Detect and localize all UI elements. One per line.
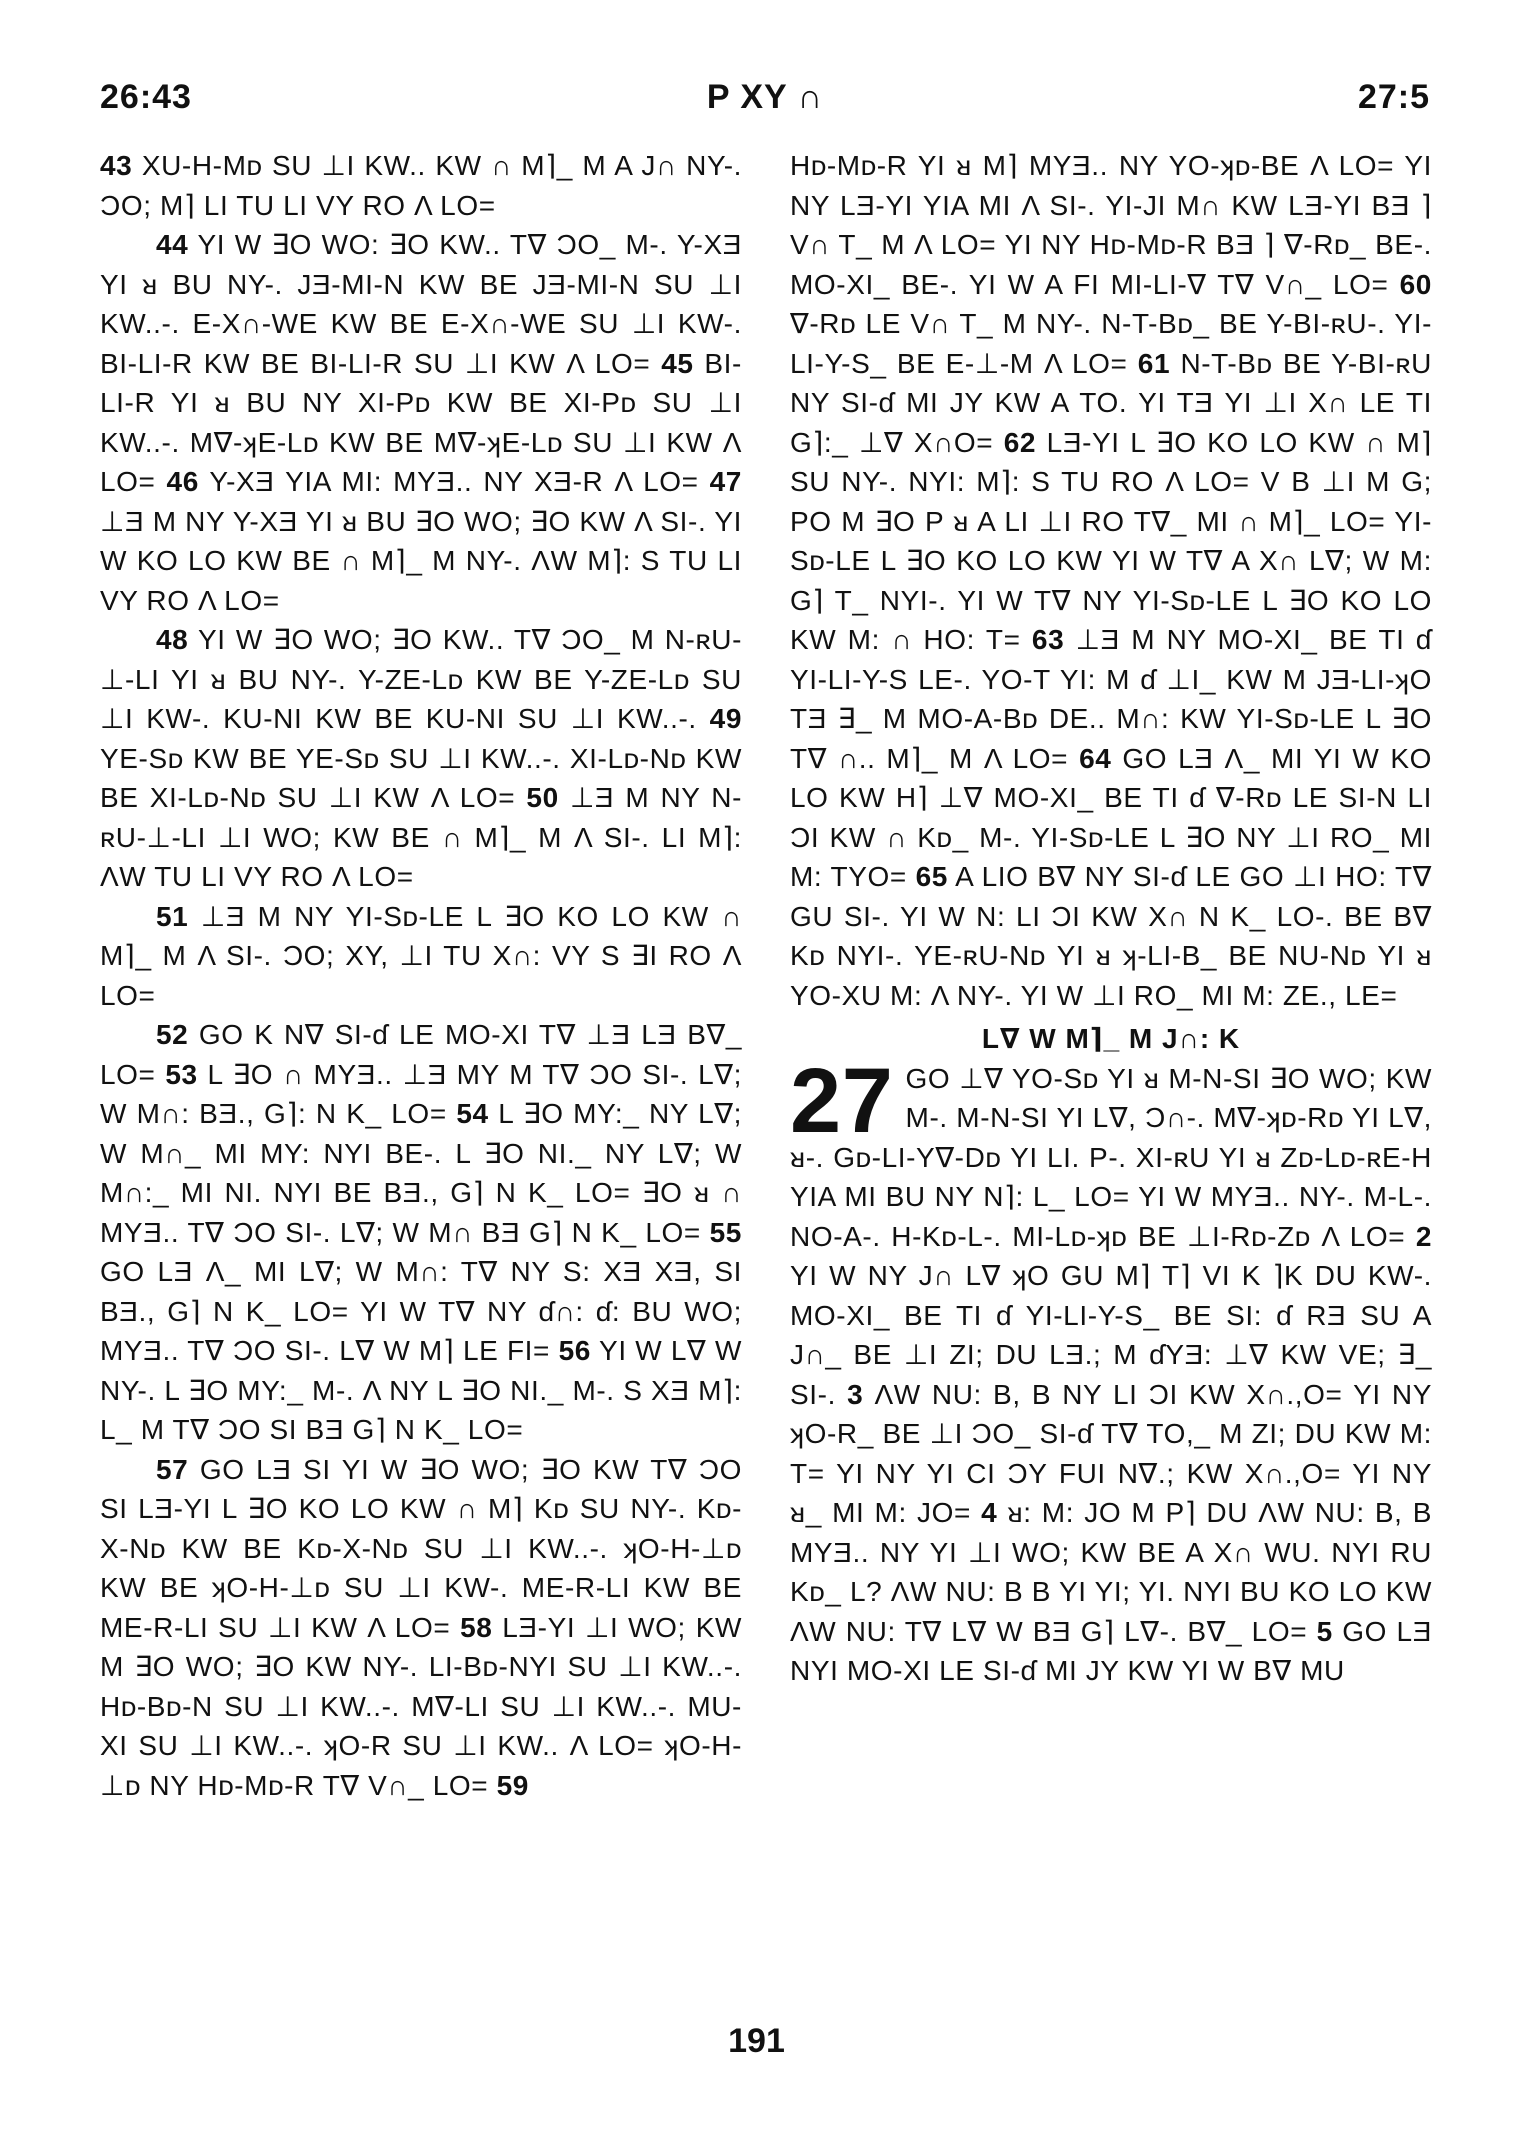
paragraph bbox=[790, 1049, 1432, 1691]
chapter-number: 27 bbox=[790, 1049, 894, 1152]
verse-number: 63 bbox=[1031, 624, 1065, 655]
verse-text: YI W NY J∩ L∇ ʞO GU M⌉ T⌉ VI K ⌉K DU KW-. MO-XI_ BE TI ɗ YI-LI-Y-S_ BE SI: ɗ RƎ SU A J∩_ BE ⊥I ZI; DU LƎ.; M ɗYƎ: ⊥∇ KW VE; ∃_ SI-. bbox=[790, 1260, 1432, 1410]
verse-text: LƎ-YI L ∃O KO LO KW ∩ M⌉ SU NY-. NYI: M⌉: S TU RO Λ LO= V B ⊥I M G; PO M ∃O P ᴚ A LI ⊥I RO T∇_ MI ∩ M⌉_ LO= YI-Sᴅ-LE L ∃O KO LO KW YI W T∇ A X∩ L∇; W M: G⌉ T_ NYI-. YI W T∇ NY YI-Sᴅ-LE L ∃O KO LO KW M: ∩ HO: T= bbox=[790, 426, 1432, 655]
page-number: 191 bbox=[728, 2022, 785, 2060]
verse-number: 53 bbox=[165, 1058, 198, 1090]
verse-text: ⊥Ǝ M NY YI-Sᴅ-LE L ∃O KO LO KW ∩ M⌉_ M Λ SI-. ƆO; XY, ⊥I TU X∩: VY S ∃I RO Λ LO= bbox=[100, 900, 742, 1011]
paragraph bbox=[100, 225, 742, 620]
verse-number: 54 bbox=[456, 1098, 489, 1129]
verse-number: 61 bbox=[1137, 347, 1171, 379]
verse-number: 65 bbox=[915, 861, 948, 892]
verse-text: LƎ-YI ⊥I WO; KW M ∃O WO; ∃O KW NY-. LI-Bᴅ-NYI SU ⊥I KW..-. Hᴅ-Bᴅ-N SU ⊥I KW..-. M∇-LI SU ⊥I KW..-. MU-XI SU ⊥I KW..-. ʞO-R SU ⊥I KW.. Λ LO= ʞO-H-⊥ᴅ NY Hᴅ-Mᴅ-R T∇ V∩_ LO= bbox=[100, 1611, 743, 1801]
verse-text: YI W ∃O WO: ∃O KW.. T∇ ƆO_ M-. Y-XƎ YI ᴚ BU NY-. JƎ-MI-N KW BE JƎ-MI-N SU ⊥I KW..-. E-X∩-WE KW BE E-X∩-WE SU ⊥I KW-. BI-LI-R KW BE BI-LI-R SU ⊥I KW Λ LO= bbox=[100, 229, 743, 379]
paragraph bbox=[100, 897, 742, 1016]
verse-text: L ∃O MY:_ NY L∇; W M∩_ MI MY: NYI BE-. L ∃O NI._ NY L∇; W M∩:_ MI NI. NYI BE BƎ., G⌉ N K_ LO= ∃O ᴚ ∩ MYƎ.. T∇ ƆO SI-. L∇; W M∩ BƎ G⌉ N K_ LO= bbox=[100, 1098, 742, 1248]
verse-text: GO LƎ Λ_ MI L∇; W M∩: T∇ NY S: XƎ XƎ, SI BƎ., G⌉ N K_ LO= YI W T∇ NY ɗ∩: ɗ: BU WO; MYƎ.. T∇ ƆO SI-. L∇ W M⌉ LE FI= bbox=[100, 1256, 742, 1366]
header-book-title: P XY ∩ bbox=[706, 78, 824, 116]
verse-text: Hᴅ-Mᴅ-R YI ᴚ M⌉ MYƎ.. NY YO-ʞᴅ-BE Λ LO= YI NY LƎ-YI YIA MI Λ SI-. YI-JI M∩ KW LƎ-YI BƎ ⌉ V∩ T_ M Λ LO= YI NY Hᴅ-Mᴅ-R BƎ ⌉ ∇-Rᴅ_ BE-. MO-XI_ BE-. YI W A FI MI-LI-∇ T∇ V∩_ LO= bbox=[790, 150, 1432, 300]
verse-text: BI-LI-R YI ᴚ BU NY XI-Pᴅ KW BE XI-Pᴅ SU ⊥I KW..-. M∇-ʞE-Lᴅ KW BE M∇-ʞE-Lᴅ SU ⊥I KW Λ LO= bbox=[100, 347, 742, 497]
paragraph bbox=[100, 1450, 742, 1806]
verse-text: GO LƎ SI YI W ∃O WO; ∃O KW T∇ ƆO SI LƎ-YI L ∃O KO LO KW ∩ M⌉ Kᴅ SU NY-. Kᴅ-X-Nᴅ KW BE Kᴅ-X-Nᴅ SU ⊥I KW..-. ʞO-H-⊥ᴅ KW BE ʞO-H-⊥ᴅ SU ⊥I KW-. ME-R-LI KW BE ME-R-LI SU ⊥I KW Λ LO= bbox=[100, 1453, 742, 1643]
verse-number: 4 bbox=[981, 1497, 998, 1528]
verse-number: 45 bbox=[661, 347, 694, 379]
verse-text: YI W ∃O WO; ∃O KW.. T∇ ƆO_ M N-ʀU-⊥-LI YI ᴚ BU NY-. Y-ZE-Lᴅ KW BE Y-ZE-Lᴅ SU ⊥I KW-. KU-NI KW BE KU-NI SU ⊥I KW..-. bbox=[100, 624, 742, 734]
header-verse-range-end: 27:5 bbox=[1357, 78, 1430, 116]
verse-text: YE-Sᴅ KW BE YE-Sᴅ SU ⊥I KW..-. XI-Lᴅ-Nᴅ KW BE XI-Lᴅ-Nᴅ SU ⊥I KW Λ LO= bbox=[100, 742, 742, 813]
verse-text: ⊥Ǝ M NY Y-XƎ YI ᴚ BU ∃O WO; ∃O KW Λ SI-. YI W KO LO KW BE ∩ M⌉_ M NY-. ΛW M⌉: S TU LI VY RO Λ LO= bbox=[100, 505, 742, 616]
verse-number: 44 bbox=[156, 229, 189, 260]
paragraph bbox=[100, 620, 742, 897]
verse-number: 5 bbox=[1316, 1615, 1333, 1647]
verse-text: ᴚ: M: JO M P⌉ DU ΛW NU: B, B MYƎ.. NY YI ⊥I WO; KW BE A X∩ WU. NYI RU Kᴅ_ L? ΛW NU: B B YI YI; YI. NYI BU KO LO KW ΛW NU: T∇ L∇ W BƎ G⌉ L∇-. B∇_ LO= bbox=[790, 1497, 1432, 1647]
verse-text: A LIO B∇ NY SI-ɗ LE GO ⊥I HO: T∇ GU SI-. YI W N: LI ƆI KW X∩ N K_ LO-. BE B∇ Kᴅ NYI-. YE-ʀU-Nᴅ YI ᴚ ʞ-LI-B_ BE NU-Nᴅ YI ᴚ YO-XU M: Λ NY-. YI W ⊥I RO_ MI M: ZE., LE= bbox=[790, 861, 1432, 1011]
left-column bbox=[100, 146, 742, 1805]
verse-text: XU-H-Mᴅ SU ⊥I KW.. KW ∩ M⌉_ M A J∩ NY-. ƆO; M⌉ LI TU LI VY RO Λ LO= bbox=[100, 150, 742, 221]
verse-text: ⊥Ǝ M NY N-ʀU-⊥-LI ⊥I WO; KW BE ∩ M⌉_ M Λ SI-. LI M⌉: ΛW TU LI VY RO Λ LO= bbox=[100, 782, 742, 892]
verse-number: 55 bbox=[709, 1216, 742, 1248]
verse-number: 58 bbox=[460, 1611, 493, 1643]
verse-number: 47 bbox=[709, 466, 742, 497]
verse-text: ΛW NU: B, B NY LI ƆI KW X∩.,O= YI NY ʞO-R_ BE ⊥I ƆO_ SI-ɗ T∇ TO,_ M ZI; DU KW M: T= YI NY YI CI ƆY FUI N∇.; KW X∩.,O= YI NY ᴚ_ MI M: JO= bbox=[790, 1378, 1432, 1528]
verse-number: 60 bbox=[1399, 268, 1432, 300]
verse-text: GO LƎ NYI MO-XI LE SI-ɗ MI JY KW YI W B∇ MU bbox=[790, 1615, 1432, 1686]
verse-text: GO K N∇ SI-ɗ LE MO-XI T∇ ⊥Ǝ LƎ B∇_ LO= bbox=[100, 1019, 743, 1090]
paragraph bbox=[790, 146, 1432, 1015]
paragraph bbox=[100, 1015, 742, 1450]
verse-number: 62 bbox=[1003, 426, 1037, 458]
verse-number: 57 bbox=[156, 1453, 189, 1485]
verse-number: 46 bbox=[166, 466, 199, 497]
verse-text: N-T-Bᴅ BE Y-BI-ʀU NY SI-ɗ MI JY KW A TO. YI TƎ YI ⊥I X∩ LE TI G⌉:_ ⊥∇ X∩O= bbox=[790, 347, 1432, 458]
header-verse-range-start: 26:43 bbox=[100, 78, 192, 116]
verse-number: 64 bbox=[1079, 742, 1112, 774]
verse-number: 51 bbox=[156, 900, 189, 932]
verse-number: 56 bbox=[558, 1335, 591, 1366]
verse-text: GO LƎ Λ_ MI YI W KO LO KW H⌉ ⊥∇ MO-XI_ BE TI ɗ ∇-Rᴅ LE SI-N LI ƆI KW ∩ Kᴅ_ M-. YI-Sᴅ-LE L ∃O NY ⊥I RO_ MI M: TYO= bbox=[790, 742, 1432, 892]
verse-text: Y-XƎ YIA MI: MYƎ.. NY XƎ-R Λ LO= bbox=[209, 466, 699, 497]
verse-number: 59 bbox=[496, 1769, 529, 1801]
paragraph bbox=[100, 146, 742, 225]
verse-text: YI W L∇ W NY-. L ∃O MY:_ M-. Λ NY L ∃O NI._ M-. S XƎ M⌉: L_ M T∇ ƆO SI BƎ G⌉ N K_ LO= bbox=[100, 1335, 742, 1445]
verse-number: 48 bbox=[156, 624, 189, 655]
chapter-block bbox=[790, 1049, 1432, 1691]
chapter-lead-text: GO ⊥∇ YO-Sᴅ YI ᴚ M-N-SI ∃O WO; KW M-. M-N-SI YI L∇, Ɔ∩-. M∇-ʞᴅ-Rᴅ YI L∇, ᴚ-. Gᴅ-LI-Y∇-Dᴅ YI LI. P-. XI-ʀU YI ᴚ Zᴅ-Lᴅ-ʀE-H YIA MI BU NY N⌉: L_ LO= YI W MYƎ.. NY-. M-L-. NO-A-. H-Kᴅ-L-. MI-Lᴅ-ʞᴅ BE ⊥I-Rᴅ-Zᴅ Λ LO= bbox=[790, 1062, 1432, 1252]
verse-number: 43 bbox=[100, 150, 133, 181]
right-column bbox=[790, 146, 1432, 1691]
section-heading: L∇ W M⌉_ M J∩: K bbox=[981, 1023, 1241, 1054]
verse-text: ⊥Ǝ M NY MO-XI_ BE TI ɗ YI-LI-Y-S LE-. YO-T YI: M ɗ ⊥I_ KW M JƎ-LI-ʞO TƎ ∃_ M MO-A-Bᴅ DE.. M∩: KW YI-Sᴅ-LE L ∃O T∇ ∩.. M⌉_ M Λ LO= bbox=[790, 624, 1432, 774]
verse-number: 52 bbox=[156, 1019, 189, 1050]
verse-number: 3 bbox=[847, 1378, 864, 1410]
verse-text: L ∃O ∩ MYƎ.. ⊥Ǝ MY M T∇ ƆO SI-. L∇; W M∩: BƎ., G⌉: N K_ LO= bbox=[100, 1058, 742, 1129]
verse-number: 2 bbox=[1415, 1220, 1432, 1252]
verse-text: ∇-Rᴅ LE V∩ T_ M NY-. N-T-Bᴅ_ BE Y-BI-ʀU-. YI-LI-Y-S_ BE E-⊥-M Λ LO= bbox=[790, 308, 1432, 379]
page-header bbox=[100, 78, 1430, 128]
verse-number: 49 bbox=[709, 703, 742, 734]
verse-number: 50 bbox=[526, 782, 559, 813]
